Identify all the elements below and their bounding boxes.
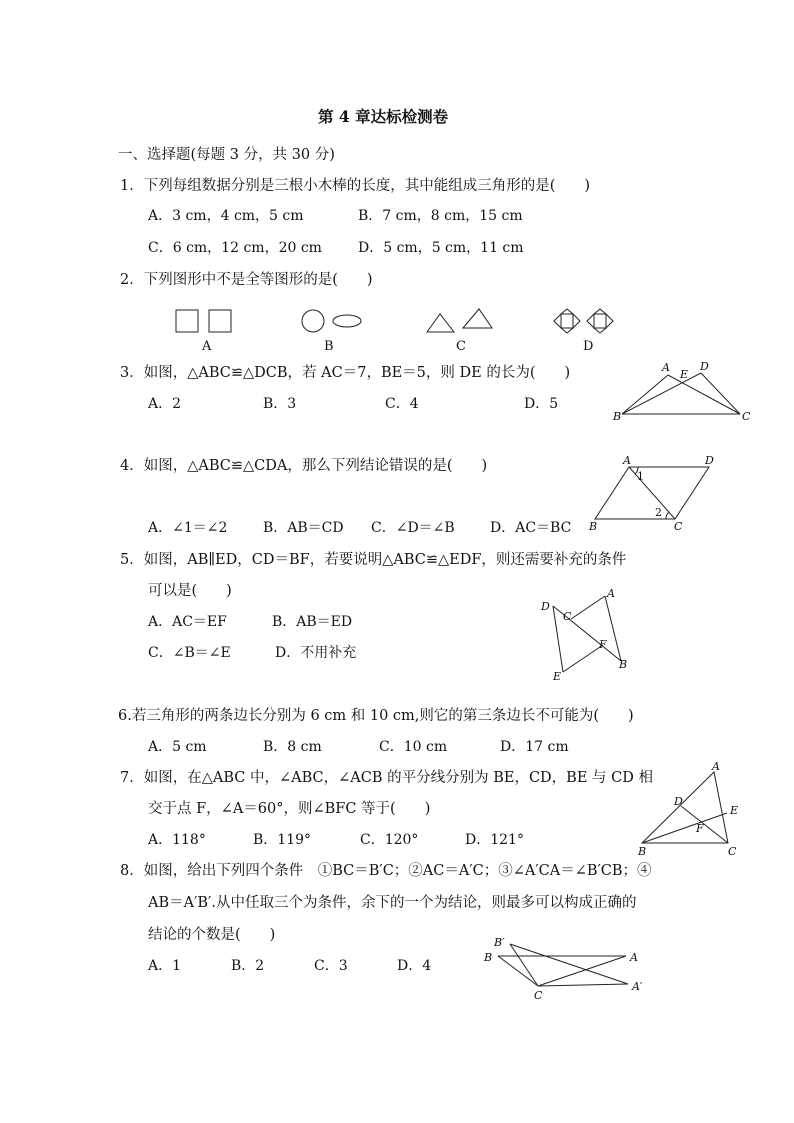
fig5-label-f: F bbox=[599, 638, 607, 651]
fig4-label-a: A bbox=[623, 454, 631, 467]
fig7-label-d: D bbox=[674, 795, 683, 808]
question-4-option-d: D．AC＝BC bbox=[490, 520, 572, 536]
question-3-option-c: C．4 bbox=[385, 396, 419, 412]
section-heading: 一、选择题(每题 3 分，共 30 分) bbox=[118, 147, 335, 163]
fig8-label-b: B bbox=[484, 951, 493, 964]
fig4-label-2: 2 bbox=[655, 506, 662, 519]
question-5-option-c: C．∠B＝∠E bbox=[148, 645, 231, 661]
question-8-option-d: D．4 bbox=[397, 958, 432, 974]
question-3-figure bbox=[610, 358, 760, 428]
question-7-figure bbox=[632, 760, 752, 860]
question-3-option-d: D．5 bbox=[524, 396, 559, 412]
figure-a-label: A bbox=[202, 339, 212, 354]
figure-d-stars bbox=[554, 309, 613, 333]
fig5-label-c: C bbox=[563, 610, 572, 623]
question-3-option-a: A．2 bbox=[148, 396, 182, 412]
question-5-option-a: A．AC＝EF bbox=[148, 614, 227, 630]
fig3-label-d: D bbox=[700, 360, 709, 373]
question-1-option-a: A．3 cm，4 cm，5 cm bbox=[148, 208, 304, 224]
figure-b-circle-ellipse bbox=[302, 310, 361, 332]
fig8-label-c: C bbox=[534, 989, 543, 1002]
fig8-label-a: A bbox=[630, 951, 638, 964]
question-6-stem: 6.若三角形的两条边长分别为 6 cm 和 10 cm,则它的第三条边长不可能为( ) bbox=[118, 708, 634, 724]
fig5-label-e: E bbox=[553, 670, 562, 683]
question-4-option-b: B．AB＝CD bbox=[263, 520, 344, 536]
question-6-option-d: D．17 cm bbox=[500, 739, 569, 755]
question-8-option-c: C．3 bbox=[314, 958, 348, 974]
question-5-stem-line1: 5．如图，AB∥ED，CD＝BF，若要说明△ABC≌△EDF，则还需要补充的条件 bbox=[120, 552, 627, 568]
question-7-stem-line1: 7．如图，在△ABC 中，∠ABC，∠ACB 的平分线分别为 BE，CD，BE 与 CD 相 bbox=[120, 770, 653, 786]
fig4-label-b: B bbox=[589, 520, 598, 533]
fig4-label-d: D bbox=[705, 454, 714, 467]
question-7-option-b: B．119° bbox=[253, 832, 312, 848]
fig3-label-b: B bbox=[613, 410, 622, 423]
figure-a-two-squares bbox=[176, 310, 231, 332]
fig8-label-b-prime: B′ bbox=[494, 936, 505, 949]
question-7-option-a: A．118° bbox=[148, 832, 206, 848]
question-2-figures bbox=[150, 302, 650, 356]
question-6-option-c: C．10 cm bbox=[379, 739, 448, 755]
question-3-option-b: B．3 bbox=[263, 396, 297, 412]
question-4-option-a: A．∠1＝∠2 bbox=[148, 520, 228, 536]
fig3-label-c: C bbox=[742, 410, 751, 423]
fig5-label-b: B bbox=[619, 658, 628, 671]
figure-c-two-triangles bbox=[427, 309, 492, 332]
fig3-label-e: E bbox=[680, 368, 689, 381]
question-4-stem: 4．如图，△ABC≌△CDA，那么下列结论错误的是( ) bbox=[120, 458, 488, 474]
question-5-option-b: B．AB＝ED bbox=[272, 614, 353, 630]
question-2-stem: 2．下列图形中不是全等图形的是( ) bbox=[120, 272, 373, 288]
question-1-option-b: B．7 cm，8 cm，15 cm bbox=[358, 208, 523, 224]
question-4-option-c: C．∠D＝∠B bbox=[371, 520, 455, 536]
figure-b-label: B bbox=[324, 339, 334, 354]
question-6-option-a: A．5 cm bbox=[148, 739, 207, 755]
page-title: 第 4 章达标检测卷 bbox=[318, 107, 449, 126]
question-1-option-c: C．6 cm，12 cm，20 cm bbox=[148, 240, 322, 256]
fig7-label-e: E bbox=[730, 804, 739, 817]
figure-c-label: C bbox=[456, 339, 466, 354]
question-8-stem-line1: 8．如图，给出下列四个条件 ①BC＝B′C；②AC＝A′C；③∠A′CA＝∠B′CB；④ bbox=[120, 863, 652, 879]
question-7-stem-line2: 交于点 F，∠A＝60°，则∠BFC 等于( ) bbox=[148, 801, 431, 817]
question-1-option-d: D．5 cm，5 cm，11 cm bbox=[358, 240, 524, 256]
fig8-label-a-prime: A′ bbox=[632, 980, 643, 993]
question-3-stem: 3．如图，△ABC≌△DCB，若 AC＝7，BE＝5，则 DE 的长为( ) bbox=[120, 365, 571, 381]
question-8-stem-line2: AB＝A′B′.从中任取三个为条件，余下的一个为结论，则最多可以构成正确的 bbox=[148, 895, 637, 911]
question-6-option-b: B．8 cm bbox=[263, 739, 322, 755]
fig4-label-c: C bbox=[674, 520, 683, 533]
question-8-option-b: B．2 bbox=[231, 958, 265, 974]
question-5-figure bbox=[535, 588, 635, 688]
fig7-label-c: C bbox=[728, 845, 737, 858]
fig7-label-f: F bbox=[696, 822, 704, 835]
question-1-stem: 1．下列每组数据分别是三根小木棒的长度，其中能组成三角形的是( ) bbox=[120, 178, 591, 194]
fig5-label-a: A bbox=[607, 587, 615, 600]
question-8-stem-line3: 结论的个数是( ) bbox=[148, 927, 276, 943]
question-5-stem-line2: 可以是( ) bbox=[148, 583, 232, 599]
fig7-label-b: B bbox=[638, 845, 647, 858]
fig4-label-1: 1 bbox=[637, 470, 644, 483]
question-8-figure bbox=[480, 934, 660, 1004]
figure-d-label: D bbox=[583, 339, 594, 354]
question-4-figure bbox=[585, 452, 725, 534]
fig3-label-a: A bbox=[662, 361, 670, 374]
question-5-option-d: D．不用补充 bbox=[275, 645, 357, 661]
fig7-label-a: A bbox=[712, 760, 720, 773]
question-7-option-d: D．121° bbox=[465, 832, 524, 848]
fig5-label-d: D bbox=[541, 600, 550, 613]
question-8-option-a: A．1 bbox=[148, 958, 182, 974]
question-7-option-c: C．120° bbox=[360, 832, 419, 848]
